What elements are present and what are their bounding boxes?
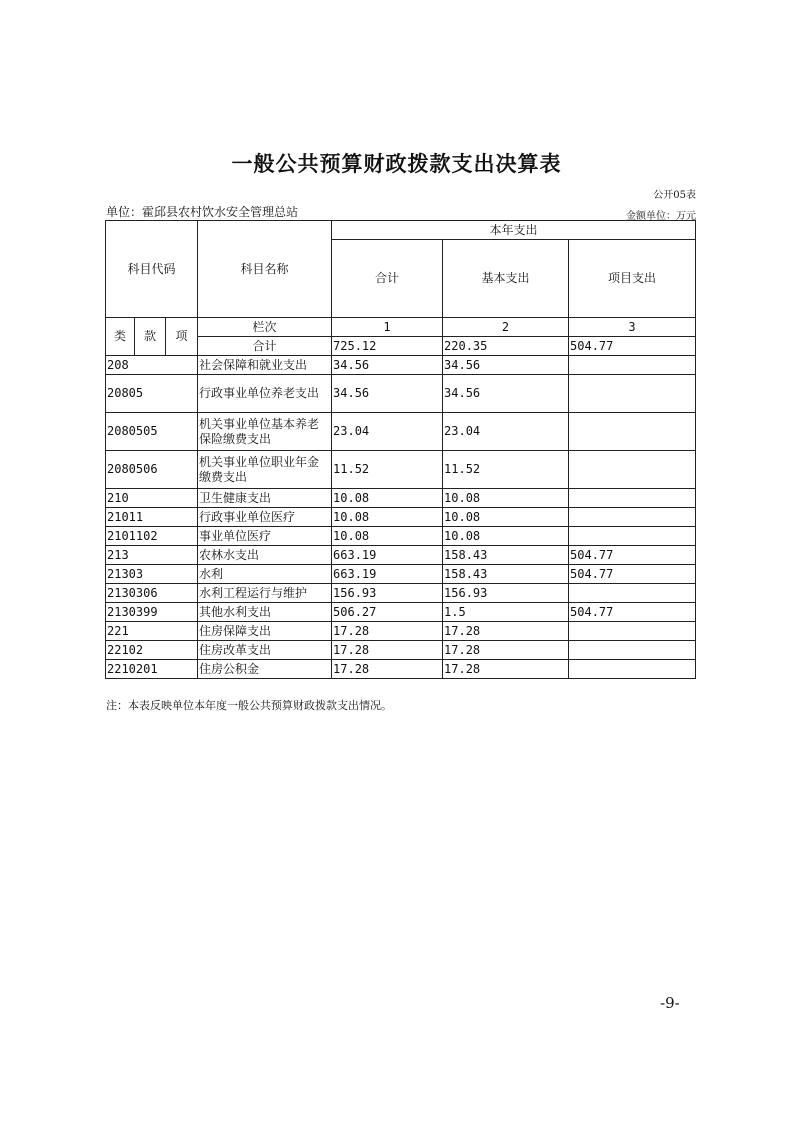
row-basic: 17.28: [443, 660, 569, 679]
table-row: [106, 527, 696, 546]
row-total: 17.28: [332, 641, 443, 660]
row-project: [569, 641, 696, 660]
row-name: 水利: [198, 565, 332, 584]
page-number: -9-: [660, 994, 680, 1012]
header-lei: 类: [106, 318, 135, 356]
row-basic: 156.93: [443, 584, 569, 603]
row-project: [569, 584, 696, 603]
header-xiang: 项: [166, 318, 198, 356]
header-basic: 基本支出: [443, 240, 569, 318]
sum-project: 504.77: [569, 337, 696, 356]
row-basic: 1.5: [443, 603, 569, 622]
table-row: [106, 584, 696, 603]
row-code: 2210201: [106, 660, 198, 679]
row-project: [569, 622, 696, 641]
row-code: 2130306: [106, 584, 198, 603]
row-total: 10.08: [332, 508, 443, 527]
row-name: 社会保障和就业支出: [198, 356, 332, 375]
row-code: 20805: [106, 375, 198, 413]
row-name: 农林水支出: [198, 546, 332, 565]
row-basic: 11.52: [443, 451, 569, 489]
row-code: 2130399: [106, 603, 198, 622]
form-number: 公开05表: [653, 190, 696, 201]
row-basic: 10.08: [443, 489, 569, 508]
header-project: 项目支出: [569, 240, 696, 318]
row-name: 行政事业单位医疗: [198, 508, 332, 527]
col-number-2: 2: [443, 318, 569, 337]
row-name: 事业单位医疗: [198, 527, 332, 546]
table-row: [106, 546, 696, 565]
row-total: 10.08: [332, 489, 443, 508]
table-row: [106, 508, 696, 527]
row-basic: 10.08: [443, 508, 569, 527]
table-row: [106, 603, 696, 622]
sum-basic: 220.35: [443, 337, 569, 356]
row-name: 机关事业单位基本养老保险缴费支出: [198, 413, 332, 451]
row-basic: 158.43: [443, 546, 569, 565]
row-total: 34.56: [332, 356, 443, 375]
row-code: 22102: [106, 641, 198, 660]
row-total: 11.52: [332, 451, 443, 489]
unit-label: 单位：霍邱县农村饮水安全管理总站: [106, 205, 299, 219]
row-total: 17.28: [332, 622, 443, 641]
row-name: 住房保障支出: [198, 622, 332, 641]
table-row: [106, 641, 696, 660]
table-row: [106, 660, 696, 679]
row-name: 住房公积金: [198, 660, 332, 679]
row-code: 2080506: [106, 451, 198, 489]
row-name: 机关事业单位职业年金缴费支出: [198, 451, 332, 489]
row-code: 213: [106, 546, 198, 565]
row-code: 210: [106, 489, 198, 508]
row-code: 2080505: [106, 413, 198, 451]
row-project: [569, 451, 696, 489]
page-title: 一般公共预算财政拨款支出决算表: [231, 152, 562, 176]
footnote: 注：本表反映单位本年度一般公共预算财政拨款支出情况。: [106, 699, 392, 712]
row-project: [569, 489, 696, 508]
row-basic: 34.56: [443, 375, 569, 413]
row-basic: 17.28: [443, 622, 569, 641]
row-name: 水利工程运行与维护: [198, 584, 332, 603]
row-project: [569, 413, 696, 451]
row-project: 504.77: [569, 603, 696, 622]
row-total: 17.28: [332, 660, 443, 679]
header-total: 合计: [332, 240, 443, 318]
row-basic: 17.28: [443, 641, 569, 660]
header-code: 科目代码: [106, 221, 198, 318]
row-name: 住房改革支出: [198, 641, 332, 660]
row-name: 其他水利支出: [198, 603, 332, 622]
table-row: [106, 451, 696, 489]
row-code: 21303: [106, 565, 198, 584]
row-total: 156.93: [332, 584, 443, 603]
table-row: [106, 375, 696, 413]
row-basic: 34.56: [443, 356, 569, 375]
header-this-year: 本年支出: [332, 221, 696, 240]
row-project: [569, 356, 696, 375]
table-row: [106, 413, 696, 451]
row-project: 504.77: [569, 546, 696, 565]
row-total: 34.56: [332, 375, 443, 413]
row-project: [569, 527, 696, 546]
table-row: [106, 356, 696, 375]
row-basic: 10.08: [443, 527, 569, 546]
row-project: [569, 508, 696, 527]
sum-label: 合计: [198, 337, 332, 356]
row-code: 21011: [106, 508, 198, 527]
expenditure-table: [105, 220, 696, 679]
row-basic: 158.43: [443, 565, 569, 584]
table-row: [106, 622, 696, 641]
row-total: 23.04: [332, 413, 443, 451]
money-unit: 金额单位：万元: [626, 211, 696, 222]
col-number-3: 3: [569, 318, 696, 337]
row-total: 506.27: [332, 603, 443, 622]
col-number-1: 1: [332, 318, 443, 337]
sum-total: 725.12: [332, 337, 443, 356]
table-row: [106, 489, 696, 508]
row-project: [569, 375, 696, 413]
row-project: 504.77: [569, 565, 696, 584]
table-row: [106, 565, 696, 584]
row-project: [569, 660, 696, 679]
row-code: 2101102: [106, 527, 198, 546]
header-lanci: 栏次: [198, 318, 332, 337]
row-name: 行政事业单位养老支出: [198, 375, 332, 413]
row-total: 663.19: [332, 565, 443, 584]
row-total: 663.19: [332, 546, 443, 565]
row-name: 卫生健康支出: [198, 489, 332, 508]
row-basic: 23.04: [443, 413, 569, 451]
row-total: 10.08: [332, 527, 443, 546]
header-name: 科目名称: [198, 221, 332, 318]
row-code: 221: [106, 622, 198, 641]
header-kuan: 款: [135, 318, 166, 356]
row-code: 208: [106, 356, 198, 375]
